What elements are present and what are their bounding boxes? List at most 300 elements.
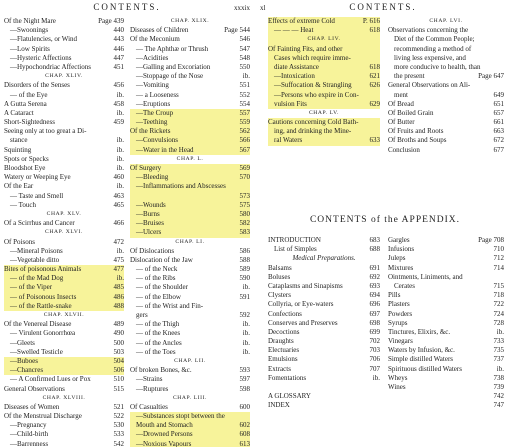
entry-page-number: Page 439 xyxy=(98,17,124,25)
entry-page-number: 506 xyxy=(113,366,124,375)
toc-entry xyxy=(268,337,380,346)
entry-title: —Inflammations and Abscesses xyxy=(136,182,226,191)
entry-page-number: 747 xyxy=(493,401,504,410)
left-page-number: xxxix xyxy=(234,4,250,12)
toc-entry xyxy=(4,430,124,439)
toc-entry xyxy=(130,54,250,63)
entry-title: A GLOSSARY xyxy=(268,392,311,401)
entry-title: Pills xyxy=(388,291,401,300)
toc-entry xyxy=(130,118,250,127)
toc-entry xyxy=(4,35,124,44)
toc-entry xyxy=(388,109,504,118)
entry-page-number: 593 xyxy=(239,366,250,375)
entry-title: Fomentations xyxy=(268,373,307,382)
entry-title: — Virulent Gonorrhœa xyxy=(10,329,76,338)
entry-title: the present xyxy=(394,72,425,81)
entry-title: Of Butter xyxy=(388,118,415,127)
entry-page-number: 692 xyxy=(369,272,380,281)
entry-title: CHAP. LIII. xyxy=(172,394,208,401)
entry-title: Of the Venereal Disease xyxy=(4,320,72,329)
entry-title: —Vomiting xyxy=(136,81,169,90)
toc-entry xyxy=(4,247,124,256)
entry-title: Short-Sightedness xyxy=(4,118,55,127)
entry-title: Powders xyxy=(388,309,413,318)
entry-title: Of Dislocations xyxy=(130,246,175,255)
entry-page-number: 714 xyxy=(493,263,504,272)
entry-page-number: 440 xyxy=(113,26,124,35)
toc-entry xyxy=(268,401,380,410)
toc-entry xyxy=(388,236,504,245)
toc-entry xyxy=(4,283,124,292)
entry-title: CHAP. XLIX. xyxy=(170,18,210,24)
entry-page-number: ib. xyxy=(242,283,250,292)
toc-entry xyxy=(4,412,124,421)
entry-page-number: 735 xyxy=(493,346,504,355)
entry-page-number: 598 xyxy=(239,384,250,393)
entry-title: Medical Preparations. xyxy=(292,254,356,263)
entry-page-number: 629 xyxy=(369,99,380,108)
right-page-header xyxy=(260,3,506,15)
toc-entry xyxy=(130,265,250,274)
entry-title: ing, and drinking the Mine- xyxy=(274,127,352,136)
toc-entry xyxy=(4,403,124,412)
entry-title: CHAP. LI. xyxy=(175,238,205,245)
entry-page-number: 486 xyxy=(113,292,124,301)
entry-title: Tinctures, Elixirs, &c. xyxy=(388,327,451,336)
toc-entry xyxy=(4,192,124,201)
toc-entry xyxy=(4,366,124,375)
entry-title: —Flatulencies, or Wind xyxy=(10,35,78,44)
entry-title: ment xyxy=(394,90,408,99)
toc-entry xyxy=(268,118,380,127)
entry-page-number: 591 xyxy=(239,292,250,301)
toc-entry xyxy=(388,146,504,155)
toc-entry xyxy=(268,355,380,364)
toc-entry xyxy=(388,365,504,374)
toc-entry xyxy=(130,91,250,100)
appendix-column-1 xyxy=(268,236,380,426)
entry-title: Extracts xyxy=(268,364,291,373)
entry-page-number: ib. xyxy=(116,154,124,163)
toc-entry xyxy=(4,440,124,447)
toc-entry xyxy=(268,236,380,245)
toc-entry xyxy=(4,155,124,164)
entry-title: Of a Scirrhus and Cancer xyxy=(4,219,75,228)
entry-title: —The Croup xyxy=(136,108,174,117)
chapter-heading xyxy=(4,228,124,237)
entry-title: Juleps xyxy=(388,254,406,263)
entry-title: Of Fainting Fits, and other xyxy=(268,44,343,53)
entry-page-number: 456 xyxy=(113,81,124,90)
entry-page-number: 566 xyxy=(239,136,250,145)
entry-page-number: 613 xyxy=(239,439,250,447)
entry-title: more conducive to health, than xyxy=(394,62,481,71)
entry-title: —Persons who expire in Con- xyxy=(274,90,359,99)
entry-title: INDEX xyxy=(268,401,290,410)
chapter-heading xyxy=(268,35,380,44)
toc-entry xyxy=(130,366,250,375)
entry-title: — of the Ancles xyxy=(136,338,182,347)
entry-title: —Eruptions xyxy=(136,99,171,108)
toc-entry xyxy=(388,291,504,300)
entry-page-number: 698 xyxy=(369,318,380,327)
entry-title: — of the Shoulder xyxy=(136,283,188,292)
toc-entry xyxy=(130,375,250,384)
toc-entry xyxy=(268,17,380,26)
entry-page-number: 582 xyxy=(239,219,250,228)
entry-title: —Pregnancy xyxy=(10,421,47,430)
toc-entry xyxy=(4,329,124,338)
entry-page-number: 707 xyxy=(369,364,380,373)
toc-entry xyxy=(268,245,380,254)
entry-page-number: 712 xyxy=(493,254,504,263)
toc-entry xyxy=(130,26,250,35)
toc-entry xyxy=(4,173,124,182)
entry-title: — of the Eye xyxy=(10,90,48,99)
entry-page-number: 463 xyxy=(113,191,124,200)
entry-page-number: 710 xyxy=(493,245,504,254)
toc-entry xyxy=(130,320,250,329)
toc-entry xyxy=(268,72,380,81)
entry-page-number: 683 xyxy=(369,236,380,244)
toc-entry xyxy=(4,274,124,283)
entry-page-number: 489 xyxy=(113,320,124,329)
toc-entry xyxy=(388,282,504,291)
entry-title: Conserves and Preserves xyxy=(268,318,338,327)
right-page xyxy=(256,0,510,448)
left-page-heading: CONTENTS. xyxy=(93,2,161,12)
toc-entry xyxy=(130,283,250,292)
entry-page-number: 475 xyxy=(113,255,124,264)
entry-page-number: 626 xyxy=(369,81,380,90)
toc-entry xyxy=(130,136,250,145)
entry-title: —Wounds xyxy=(136,200,166,209)
toc-entry xyxy=(130,35,250,44)
entry-page-number: 500 xyxy=(113,338,124,347)
entry-page-number: 739 xyxy=(493,383,504,391)
toc-entry xyxy=(130,311,250,320)
entry-page-number: 533 xyxy=(113,430,124,439)
entry-title: — Touch xyxy=(10,200,37,209)
entry-page-number: ib. xyxy=(116,164,124,172)
entry-title: —Hysteric Affections xyxy=(10,53,72,62)
entry-title: Simple distilled Waters xyxy=(388,355,454,364)
entry-page-number: 693 xyxy=(369,281,380,290)
entry-page-number: 618 xyxy=(369,62,380,71)
toc-entry xyxy=(268,45,380,54)
toc-entry xyxy=(130,81,250,90)
entry-page-number: 557 xyxy=(239,108,250,117)
entry-page-number: 554 xyxy=(239,99,250,108)
entry-title: —Substances stopt between the xyxy=(136,412,225,421)
entry-title: CHAP. LII. xyxy=(174,357,206,364)
entry-page-number: 551 xyxy=(239,81,250,90)
entry-page-number: P. 616 xyxy=(362,17,380,25)
chapter-heading xyxy=(4,72,124,81)
entry-title: Observations concerning the xyxy=(388,26,469,35)
entry-title: Diet of the Common People; xyxy=(394,35,475,44)
entry-page-number: 522 xyxy=(113,412,124,421)
left-page xyxy=(0,0,254,448)
toc-entry xyxy=(130,302,250,311)
entry-page-number: 466 xyxy=(113,219,124,228)
entry-title: recommending a method of xyxy=(394,44,472,53)
toc-entry xyxy=(388,100,504,109)
entry-title: —Strains xyxy=(136,375,163,384)
toc-entry xyxy=(130,293,250,302)
toc-entry xyxy=(4,320,124,329)
entry-title: —Water in the Head xyxy=(136,145,194,154)
entry-title: — of the Thigh xyxy=(136,320,180,329)
entry-page-number: 688 xyxy=(369,245,380,254)
toc-entry xyxy=(388,310,504,319)
entry-title: General Observations xyxy=(4,384,65,393)
entry-title: —Hypochondriac Affections xyxy=(10,62,91,71)
entry-page-number: 443 xyxy=(113,35,124,44)
toc-entry xyxy=(388,337,504,346)
chapter-heading xyxy=(130,238,250,247)
entry-page-number: 702 xyxy=(369,337,380,346)
toc-entry xyxy=(268,328,380,337)
toc-entry xyxy=(268,310,380,319)
entry-page-number: 465 xyxy=(113,200,124,209)
entry-title: gers xyxy=(136,311,148,319)
entry-title: —Barrenness xyxy=(10,439,49,447)
entry-page-number: ib. xyxy=(116,274,124,283)
toc-entry xyxy=(4,54,124,63)
entry-title: vulsion Fits xyxy=(274,99,307,108)
entry-title: List of Simples xyxy=(274,245,317,254)
entry-title: Decoctions xyxy=(268,327,300,336)
toc-entry xyxy=(4,256,124,265)
toc-entry xyxy=(268,365,380,374)
toc-entry xyxy=(4,136,124,145)
toc-entry xyxy=(130,210,250,219)
entry-page-number: 699 xyxy=(369,327,380,336)
toc-entry xyxy=(4,182,124,191)
toc-entry xyxy=(388,81,504,90)
entry-title: — of the Viper xyxy=(10,283,53,292)
chapter-heading xyxy=(130,155,250,164)
entry-page-number: 458 xyxy=(113,99,124,108)
toc-entry xyxy=(268,81,380,90)
entry-page-number: 728 xyxy=(493,318,504,327)
entry-title: ral Waters xyxy=(274,136,303,145)
toc-entry xyxy=(388,300,504,309)
toc-entry xyxy=(268,63,380,72)
toc-entry xyxy=(388,374,504,383)
toc-entry xyxy=(130,247,250,256)
entry-page-number: 694 xyxy=(369,291,380,300)
toc-entry xyxy=(130,45,250,54)
entry-page-number: 608 xyxy=(239,430,250,439)
toc-entry xyxy=(4,26,124,35)
entry-title: Effects of extreme Cold xyxy=(268,17,335,25)
toc-entry xyxy=(388,319,504,328)
toc-entry xyxy=(388,346,504,355)
entry-title: —Noxious Vapours xyxy=(136,439,192,447)
entry-title: —Convulsions xyxy=(136,136,179,145)
entry-title: —Intoxication xyxy=(274,72,315,81)
entry-title: —Acidities xyxy=(136,53,169,62)
toc-entry xyxy=(4,238,124,247)
toc-entry xyxy=(4,63,124,72)
entry-page-number: ib. xyxy=(372,373,380,382)
entry-title: — of the Mad Dog xyxy=(10,274,64,283)
entry-page-number: 451 xyxy=(113,62,124,71)
entry-title: A Gutta Serena xyxy=(4,99,47,108)
entry-page-number: ib. xyxy=(116,145,124,154)
entry-title: Spots or Specks xyxy=(4,154,49,163)
entry-page-number: 580 xyxy=(239,209,250,218)
entry-page-number: 559 xyxy=(239,118,250,127)
entry-page-number: 485 xyxy=(113,283,124,292)
entry-page-number: 677 xyxy=(493,145,504,154)
entry-page-number: 737 xyxy=(493,355,504,364)
toc-entry xyxy=(130,173,250,182)
toc-entry xyxy=(4,109,124,118)
entry-title: Waters by Infusion, &c. xyxy=(388,346,455,355)
entry-title: living less expensive, and xyxy=(394,53,466,62)
entry-page-number: ib. xyxy=(242,347,250,356)
toc-entry xyxy=(268,291,380,300)
toc-entry xyxy=(388,264,504,273)
entry-title: Emulsions xyxy=(268,355,298,364)
entry-title: —Swoonings xyxy=(10,26,49,35)
entry-page-number: 547 xyxy=(239,44,250,53)
entry-title: Mouth and Stomach xyxy=(136,421,193,430)
entry-page-number: ib. xyxy=(116,246,124,255)
entry-title: —Bruises xyxy=(136,219,164,228)
toc-entry xyxy=(4,339,124,348)
toc-entry xyxy=(268,346,380,355)
entry-title: —Buboes xyxy=(10,356,38,365)
entry-title: Cautions concerning Cold Bath- xyxy=(268,118,359,127)
entry-title: CHAP. XLVI. xyxy=(45,229,83,236)
entry-page-number: 663 xyxy=(493,127,504,136)
entry-title: —Burns xyxy=(136,209,160,218)
toc-entry xyxy=(388,401,504,410)
toc-entry xyxy=(130,440,250,447)
entry-title: Diseases of Women xyxy=(4,402,60,411)
toc-entry xyxy=(268,127,380,136)
entry-title: — of the Rattle-snake xyxy=(10,301,72,310)
entry-title: Bloodshot Eye xyxy=(4,164,46,172)
entry-title: Watery or Weeping Eye xyxy=(4,173,71,182)
entry-page-number: 447 xyxy=(113,53,124,62)
toc-entry xyxy=(4,348,124,357)
entry-title: Syrups xyxy=(388,318,408,327)
toc-entry xyxy=(388,355,504,364)
entry-title: Of the Rickets xyxy=(130,127,171,136)
toc-entry xyxy=(388,273,504,282)
entry-title: Spirituous distilled Waters xyxy=(388,364,462,373)
entry-title: —Mineral Poisons xyxy=(10,246,63,255)
toc-entry xyxy=(130,329,250,338)
entry-title: A Cataract xyxy=(4,108,34,117)
entry-page-number: 590 xyxy=(239,274,250,283)
entry-page-number: 586 xyxy=(239,246,250,255)
entry-page-number: 562 xyxy=(239,127,250,136)
toc-entry xyxy=(388,118,504,127)
toc-entry xyxy=(4,385,124,394)
entry-page-number: 459 xyxy=(113,118,124,127)
toc-entry xyxy=(4,293,124,302)
entry-title: Of Broths and Soups xyxy=(388,136,447,145)
entry-page-number: ib. xyxy=(242,338,250,347)
chapter-heading xyxy=(268,109,380,118)
entry-title: — Taste and Smell xyxy=(10,191,64,200)
entry-page-number: 567 xyxy=(239,145,250,154)
entry-page-number: 722 xyxy=(493,300,504,309)
toc-entry xyxy=(268,264,380,273)
entry-title: CHAP. XLIV. xyxy=(45,73,83,80)
entry-title: —Swelled Testicle xyxy=(10,347,63,356)
toc-entry xyxy=(268,54,380,63)
toc-entry xyxy=(4,91,124,100)
entry-title: Cases which require imme- xyxy=(274,53,351,62)
entry-page-number: 575 xyxy=(239,200,250,209)
toc-entry xyxy=(130,430,250,439)
entry-page-number: ib. xyxy=(496,364,504,373)
entry-title: CHAP. XLVII. xyxy=(43,312,85,318)
entry-title: Boluses xyxy=(268,272,291,281)
entry-page-number: 488 xyxy=(113,301,124,310)
entry-title: —Stoppage of the Nose xyxy=(136,72,204,81)
toc-entry xyxy=(268,273,380,282)
entry-title: Plasters xyxy=(388,300,410,309)
entry-page-number: 569 xyxy=(239,164,250,172)
toc-entry xyxy=(4,100,124,109)
appendix-column-2 xyxy=(388,236,504,426)
toc-entry xyxy=(4,81,124,90)
entry-title: Of Boiled Grain xyxy=(388,108,434,117)
entry-title: General Observations on Ali- xyxy=(388,81,471,90)
entry-title: Of the Ear xyxy=(4,182,34,191)
entry-page-number: 477 xyxy=(113,265,124,274)
entry-title: CHAP. L. xyxy=(176,155,204,162)
toc-entry xyxy=(268,374,380,383)
entry-page-number: 510 xyxy=(113,375,124,384)
entry-page-number: 618 xyxy=(369,26,380,35)
toc-entry xyxy=(130,201,250,210)
chapter-heading xyxy=(388,17,504,26)
entry-title: CHAP. XLV. xyxy=(46,210,82,217)
entry-title: Of the Meconium xyxy=(130,35,180,44)
entry-title: diate Assistance xyxy=(274,62,319,71)
entry-title: —Child-birth xyxy=(10,430,49,439)
chapter-heading xyxy=(4,210,124,219)
entry-page-number: 691 xyxy=(369,263,380,272)
entry-title: Of broken Bones, &c. xyxy=(130,366,192,375)
right-page-heading: CONTENTS. xyxy=(349,2,417,12)
toc-entry xyxy=(388,45,504,54)
toc-entry xyxy=(388,54,504,63)
toc-entry xyxy=(4,219,124,228)
entry-page-number: 515 xyxy=(113,384,124,393)
toc-entry xyxy=(388,254,504,263)
toc-entry xyxy=(4,127,124,136)
toc-entry xyxy=(388,72,504,81)
entry-title: Of Surgery xyxy=(130,164,162,172)
entry-title: — of the Toes xyxy=(136,347,176,356)
entry-page-number: 633 xyxy=(369,136,380,145)
toc-entry xyxy=(388,26,504,35)
entry-page-number: ib. xyxy=(116,108,124,117)
entry-page-number: 621 xyxy=(369,72,380,81)
entry-title: — of the Knees xyxy=(136,329,181,338)
toc-entry xyxy=(130,228,250,237)
